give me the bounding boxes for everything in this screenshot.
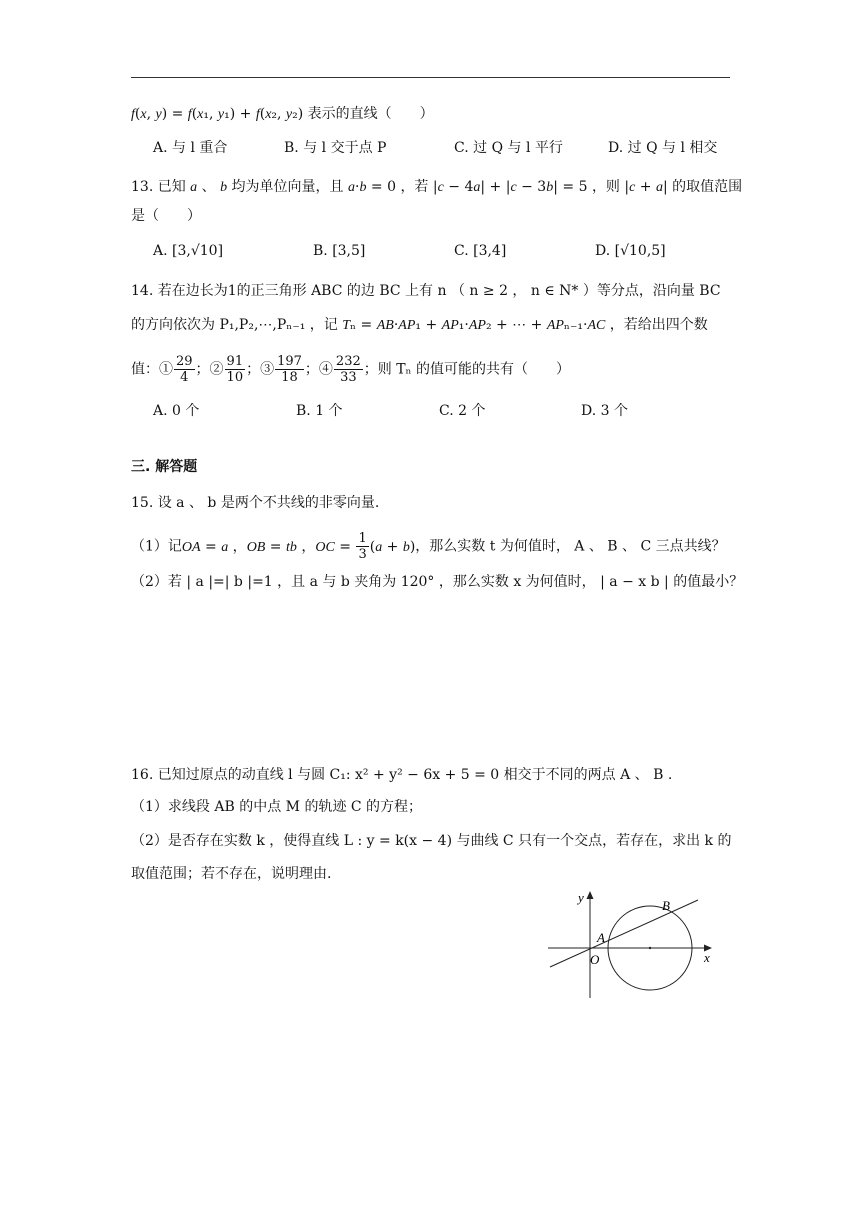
q13-option-c: C. [3,4] <box>454 243 507 259</box>
q14-line1: 14. 若在边长为1的正三角形 ABC 的边 BC 上有 n （ n ≥ 2 ， n ∈ N* ）等分点，沿向量 BC <box>131 283 721 299</box>
q16-part2-line2: 取值范围；若不存在，说明理由. <box>131 866 332 882</box>
q16-stem: 16. 已知过原点的动直线 l 与圆 C₁: x² + y² − 6x + 5 = 0 相交于不同的两点 A 、 B . <box>131 767 673 783</box>
q13-stem-part: 13. 已知 <box>131 179 186 195</box>
q12-stem <box>131 104 731 125</box>
q14-line3: 值：① $\frac{29}{4}$ ；② $\frac{91}{10}$ ；③ $\frac{197}{18}$ ；④ $\frac{232}{33}$ ；则 Tₙ 的值可能的共有（ ） <box>131 354 571 385</box>
circle-center-dot <box>649 947 651 949</box>
q16-figure <box>540 880 740 1005</box>
q13-stem-part: 均为单位向量，且 <box>231 179 344 195</box>
fraction: $\frac{1}{3}$ <box>358 531 367 562</box>
label-x: x <box>704 950 710 965</box>
q13-stem-part: 的取值范围 <box>672 179 743 195</box>
label-y: y <box>578 890 584 905</box>
q15-part2: （2）若 | a |=| b |=1 ，且 a 与 b 夹角为 120° ，那么实数 x 为何值时， | a − x b | 的值最小？ <box>131 574 744 590</box>
q12-option-d: D. 过 Q 与 l 相交 <box>608 140 718 156</box>
q13-option-b: B. [3,5] <box>313 243 366 259</box>
fraction: $\frac{232}{33}$ <box>335 354 361 385</box>
q13-stem-part: ，若 <box>400 179 429 195</box>
y-axis-arrow-icon <box>587 891 594 899</box>
q13-option-d: D. [√10,5] <box>595 243 666 259</box>
q15-stem: 15. 设 a 、 b 是两个不共线的非零向量. <box>131 495 380 511</box>
q14-option-d: D. 3 个 <box>581 403 628 419</box>
q14-option-a: A. 0 个 <box>153 403 200 419</box>
q13-stem-part: ，则 <box>591 179 620 195</box>
fraction: $\frac{91}{10}$ <box>226 354 244 385</box>
q15-part1-label: （1）记 <box>131 538 182 555</box>
q16-part2-line1: （2）是否存在实数 k ，使得直线 L : y = k(x − 4) 与曲线 C 只有一个交点，若存在，求出 k 的 <box>131 833 732 849</box>
q12-option-c: C. 过 Q 与 l 平行 <box>454 140 563 156</box>
q14-line3-part: ；则 Tₙ 的值可能的共有（ ） <box>363 361 571 378</box>
q15-part1-text: ，那么实数 t 为何值时， A 、 B 、 C 三点共线？ <box>415 538 726 555</box>
line-l <box>550 900 698 967</box>
q12-option-a: A. 与 l 重合 <box>153 140 228 156</box>
fraction: $\frac{29}{4}$ <box>176 354 193 385</box>
q12-formula: f(x, y) = f(x₁, y₁) + f(x₂, y₂) <box>131 106 308 122</box>
q12-stem-suffix: 表示的直线（ ） <box>307 106 434 122</box>
header-rule <box>131 77 730 78</box>
q15-part1 <box>131 531 731 562</box>
q13-stem-cont: 是（ ） <box>131 208 201 224</box>
q14-option-b: B. 1 个 <box>296 403 343 419</box>
q14-line2 <box>131 315 731 336</box>
q14-tn-formula: Tₙ = AB·AP₁ + AP₁·AP₂ + ⋯ + APₙ₋₁·AC <box>342 317 606 333</box>
q14-option-c: C. 2 个 <box>439 403 486 419</box>
label-origin: O <box>590 952 600 967</box>
section-title: 三. 解答题 <box>131 459 198 475</box>
q14-line2-part: ，若给出四个数 <box>609 317 708 333</box>
fraction: $\frac{197}{18}$ <box>277 354 302 385</box>
q12-option-b: B. 与 l 交于点 P <box>284 140 387 156</box>
q13-stem: 13. 已知 a 、 b 均为单位向量，且 a·b = 0 ，若 |c − 4a| + |c − 3b| = 5 ，则 |c + a| 的取值范围 <box>131 179 743 195</box>
label-b: B <box>662 898 670 913</box>
q14-line2-part: 的方向依次为 P₁,P₂,⋯,Pₙ₋₁ ，记 <box>131 317 338 333</box>
q14-line3-part: 值： <box>131 361 159 378</box>
q15-vectors: OA = a ，OB = tb ，OC = $\frac{1}{3}$ (a + b) <box>181 531 416 562</box>
label-a: A <box>597 930 605 945</box>
q13-option-a: A. [3,√10] <box>153 243 224 259</box>
q16-part1: （1）求线段 AB 的中点 M 的轨迹 C 的方程； <box>131 799 423 815</box>
